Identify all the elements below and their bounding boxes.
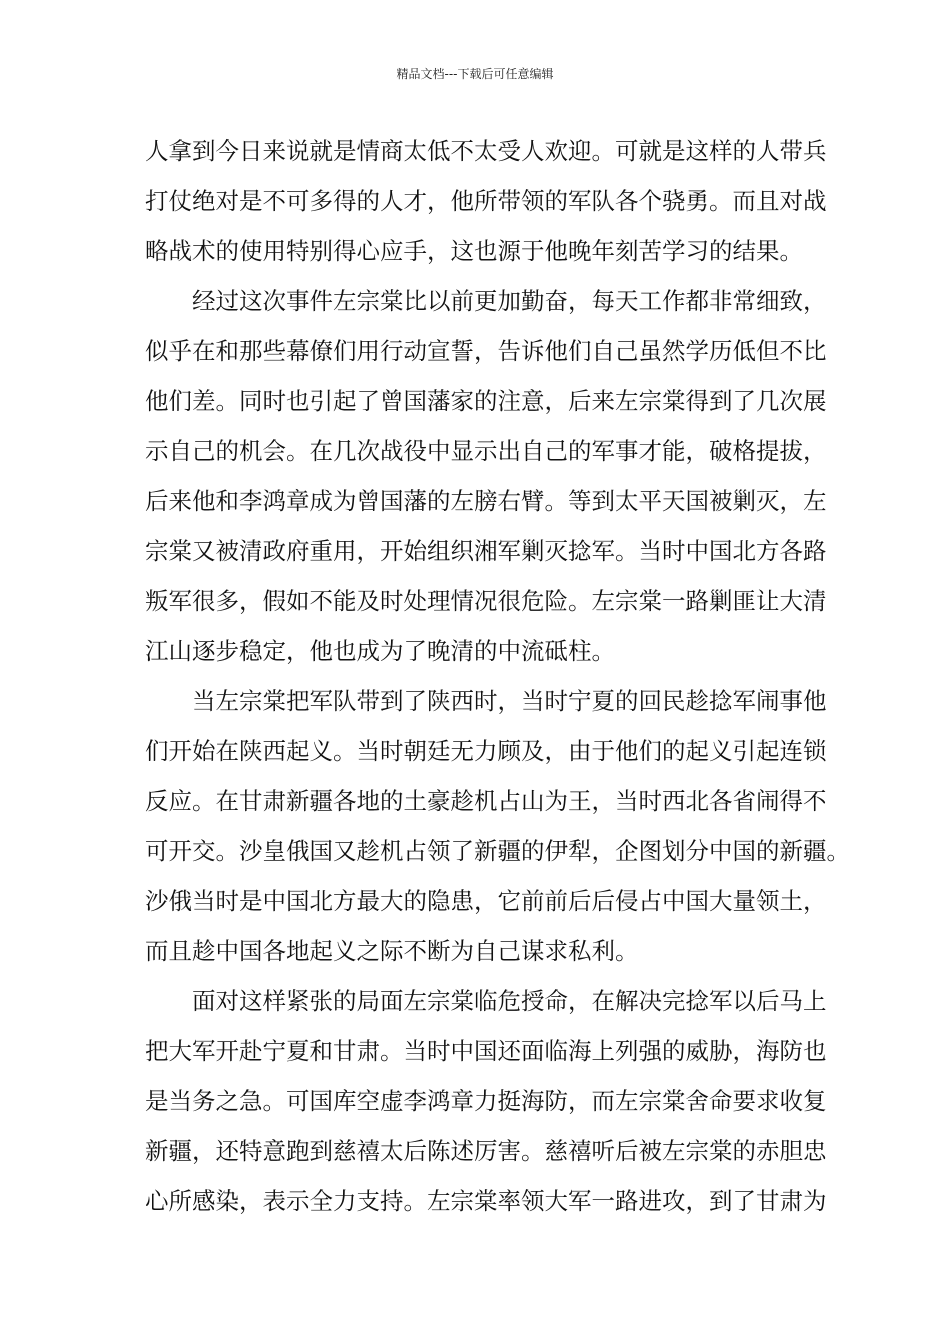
text-line: 当左宗棠把军队带到了陕西时，当时宁夏的回民趁捻军闹事他 — [192, 687, 827, 715]
text-line: 可开交。沙皇俄国又趁机占领了新疆的伊犁，企图划分中国的新疆。 — [145, 837, 850, 865]
text-line: 经过这次事件左宗棠比以前更加勤奋，每天工作都非常细致， — [192, 287, 827, 315]
text-line: 打仗绝对是不可多得的人才，他所带领的军队各个骁勇。而且对战 — [145, 187, 827, 215]
text-line: 示自己的机会。在几次战役中显示出自己的军事才能，破格提拔， — [145, 437, 827, 465]
text-line: 后来他和李鸿章成为曾国藩的左膀右臂。等到太平天国被剿灭，左 — [145, 487, 827, 515]
text-line: 他们差。同时也引起了曾国藩家的注意，后来左宗棠得到了几次展 — [145, 387, 827, 415]
text-line: 心所感染，表示全力支持。左宗棠率领大军一路进攻，到了甘肃为 — [145, 1187, 827, 1215]
text-line: 沙俄当时是中国北方最大的隐患，它前前后后侵占中国大量领土， — [145, 887, 827, 915]
text-line: 人拿到今日来说就是情商太低不太受人欢迎。可就是这样的人带兵 — [145, 137, 827, 165]
text-line: 而且趁中国各地起义之际不断为自己谋求私利。 — [145, 937, 639, 965]
text-line: 江山逐步稳定，他也成为了晚清的中流砥柱。 — [145, 637, 615, 665]
text-line: 略战术的使用特别得心应手，这也源于他晚年刻苦学习的结果。 — [145, 237, 803, 265]
text-line: 是当务之急。可国库空虚李鸿章力挺海防，而左宗棠舍命要求收复 — [145, 1087, 827, 1115]
paragraph-2 — [145, 276, 827, 676]
text-line: 叛军很多，假如不能及时处理情况很危险。左宗棠一路剿匪让大清 — [145, 587, 827, 615]
text-line: 似乎在和那些幕僚们用行动宣誓，告诉他们自己虽然学历低但不比 — [145, 337, 827, 365]
paragraph-3 — [145, 676, 850, 976]
document-body — [145, 126, 850, 1226]
text-line: 新疆，还特意跑到慈禧太后陈述厉害。慈禧听后被左宗棠的赤胆忠 — [145, 1137, 827, 1165]
paragraph-4 — [145, 976, 827, 1226]
text-line: 把大军开赴宁夏和甘肃。当时中国还面临海上列强的威胁，海防也 — [145, 1037, 827, 1065]
text-line: 反应。在甘肃新疆各地的土豪趁机占山为王，当时西北各省闹得不 — [145, 787, 827, 815]
paragraph-1 — [145, 126, 827, 276]
text-line: 们开始在陕西起义。当时朝廷无力顾及，由于他们的起义引起连锁 — [145, 737, 827, 765]
text-line: 宗棠又被清政府重用，开始组织湘军剿灭捻军。当时中国北方各路 — [145, 537, 827, 565]
page-header: 精品文档---下载后可任意编辑 — [396, 67, 554, 81]
text-line: 面对这样紧张的局面左宗棠临危授命，在解决完捻军以后马上 — [192, 987, 827, 1015]
